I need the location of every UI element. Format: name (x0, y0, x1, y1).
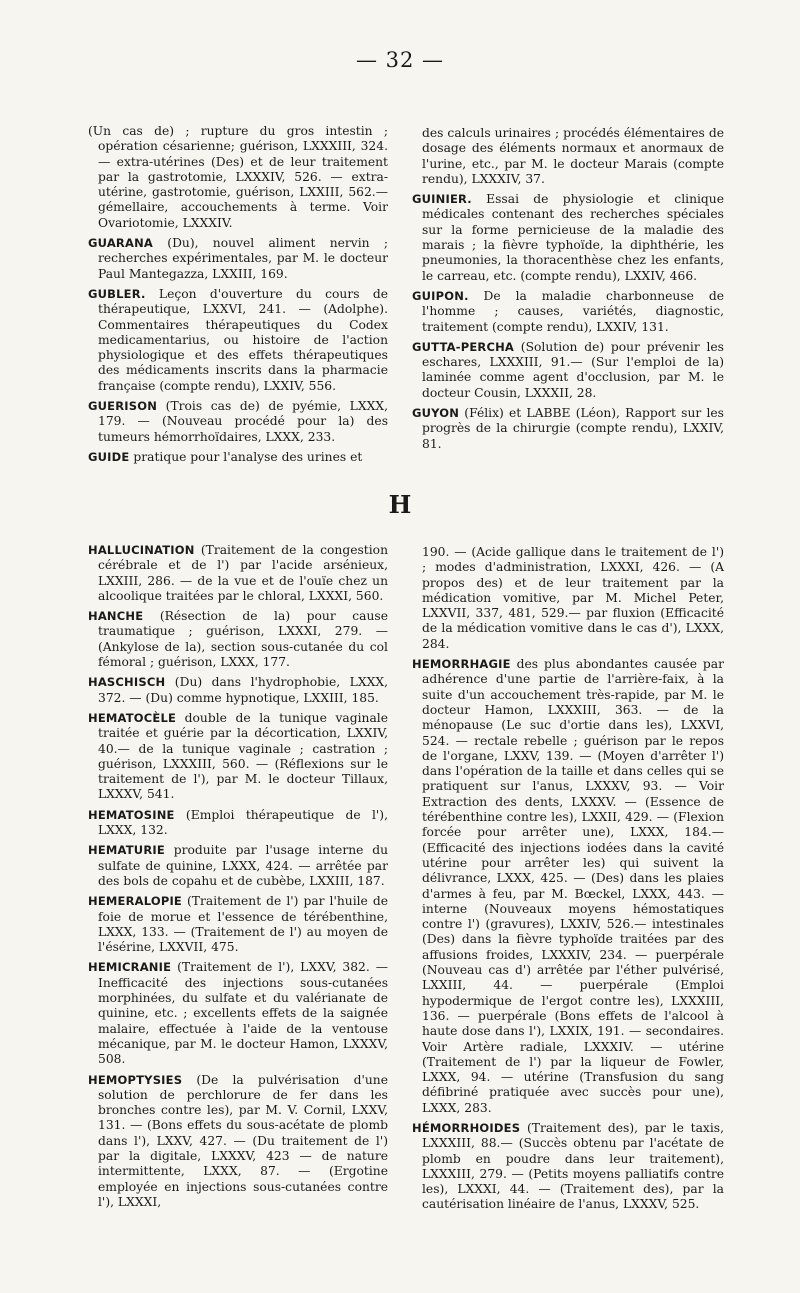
entry-text: produite par l'usage interne du sulfate de quinine, LXXX, 424. — arrêtée par des bols de copahu et de cubèbe, LXXIII, 187. (98, 843, 388, 888)
entry-text: (Félix) et LABBE (Léon), Rapport sur les progrès de la chirurgie (compte rendu), LXXIV, 81. (422, 406, 724, 451)
entry-headword: HEMOPTYSIES (88, 1072, 183, 1087)
column-bottom-right (412, 545, 724, 1218)
entry-headword: HEMERALOPIE (88, 894, 182, 909)
entry-text: (Du) dans l'hydrophobie, LXXX, 372. — (Du) comme hypnotique, LXXIII, 185. (98, 675, 388, 705)
section-letter: H (388, 490, 412, 519)
entry-text: (Traitement de l') par l'huile de foie de morue et l'essence de térébenthine, LXXX, 133. — (Traitement de l') au moyen de l'ésérine, LXXVII, 475. (98, 894, 388, 955)
entry-text: (Traitement des), par le taxis, LXXXIII, 88.— (Succès obtenu par l'acétate de plomb en poudre dans leur traitement), LXXXIII, 279. — (Petits moyens palliatifs contre les), LXXXI, 44. — (Traitement des), par la cautérisation linéaire de l'anus, LXXXV, 525. (422, 1120, 724, 1212)
entry-text: (Résection de la) pour cause traumatique ; guérison, LXXXI, 279. — (Ankylose de la), section sous-cutanée du col fémoral ; guérison, LXXX, 177. (98, 609, 388, 670)
index-entry (412, 126, 724, 187)
column-bottom-left (88, 543, 388, 1215)
index-entry (412, 1121, 724, 1213)
entry-headword: HEMORRHAGIE (412, 657, 511, 672)
index-entry (88, 960, 388, 1067)
entry-text: double de la tunique vaginale traitée et guérie par la décortication, LXXIV, 40.— de la tunique vaginale ; castration ; guérison, LXXXIII, 560. — (Réflexions sur le traitement de l'), par M. le docteur Tillaux, LXXXV, 541. (98, 710, 388, 802)
entry-headword: GUTTA-PERCHA (412, 339, 515, 354)
entry-text: (Traitement de la congestion cérébrale et de l') par l'acide arsénieux, LXXIII, 286. — de la vue et de l'ouïe chez un alcoolique traitées par le chloral, LXXXI, 560. (98, 543, 388, 603)
index-entry (88, 543, 388, 604)
entry-text: Leçon d'ouverture du cours de thérapeutique, LXXVI, 241. — (Adolphe). Commentaires thérapeutiques du Codex medicamentarius, ou histoire de l'action physiologique et des effets thérapeutiques des médicaments inscrits dans la pharmacie française (compte rendu), LXXIV, 556. (98, 286, 388, 393)
entry-text: (Trois cas de) de pyémie, LXXX, 179. — (Nouveau procédé pour la) des tumeurs hémorrhoïdaires, LXXX, 233. (98, 399, 388, 444)
index-entry (412, 545, 724, 652)
entry-text: des plus abondantes causée par adhérence d'une partie de l'arrière-faix, à la suite d'un accouchement très-rapide, par M. le docteur Hamon, LXXXIII, 363. — de la ménopause (Le suc d'ortie dans les), LXXVI, 524. — rectale rebelle ; guérison par le repos de l'organe, LXXV, 139. — (Moyen d'arrêter l') dans l'opération de la taille et dans celles qui se pratiquent sur l'anus, LXXXV, 93. — Voir Extraction des dents, LXXXV. — (Essence de térébenthine contre les), LXXII, 429. — (Flexion forcée pour arrêter une), LXXX, 184.— (Efficacité des injections iodées dans la cavité utérine pour arrêter les) qui suivent la délivrance, LXXX, 425. — (Des) dans les plaies d'armes à feu, par M. Bœckel, LXXX, 443. — interne (Nouveaux moyens hémostatiques contre l') (gravures), LXXIV, 526.— intestinales (Des) dans la fièvre typhoïde traitées par des affusions froides, LXXXIV, 234. — puerpérale (Nouveau cas d') arrêtée par l'éther pulvérisé, LXXIII, 44. — puerpérale (Emploi hypodermique de l'ergot contre les), LXXXIII, 136. — puerpérale (Bons effets de l'alcool à haute dose dans l'), LXXIX, 191. — secondaires. Voir Artère radiale, LXXXIV. — utérine (Traitement de l') par la liqueur de Fowler, LXXX, 94. — utérine (Transfusion du sang défibriné pratiquée avec succès pour une), LXXX, 283. (422, 657, 724, 1115)
entry-headword: HALLUCINATION (88, 543, 195, 557)
entry-text: (Traitement de l'), LXXV, 382. — Inefficacité des injections sous-cutanées morphinées, du sulfate et du valérianate de quinine, etc. ; excellents effets de la saignée malaire, effectuée à l'aide de la ventouse mécanique, par M. le docteur Hamon, LXXXV, 508. (98, 960, 388, 1067)
index-entry (88, 675, 388, 706)
entry-headword: HANCHE (88, 609, 144, 624)
entry-text: (De la pulvérisation d'une solution de perchlorure de fer dans les bronches contre les), par M. V. Cornil, LXXV, 131. — (Bons effets du sous-acétate de plomb dans l'), LXXV, 427. — (Du traitement de l') par la digitale, LXXXV, 423 — de nature intermittente, LXXX, 87. — (Ergotine employée en injections sous-cutanées contre l'), LXXXI, (98, 1072, 388, 1209)
entry-headword: GUIDE (88, 449, 130, 464)
index-entry (88, 894, 388, 955)
entry-headword: HEMATOSINE (88, 807, 175, 822)
entry-text: De la maladie charbonneuse de l'homme ; causes, variétés, diagnostic, traitement (compte rendu), LXXIV, 131. (422, 288, 724, 334)
entry-headword: HÉMORRHOIDES (412, 1120, 521, 1135)
entry-text: (Un cas de) ; rupture du gros intestin ; opération césarienne; guérison, LXXXIII, 324. — extra-utérines (Des) et de leur traitement par la gastrotomie, LXXXIV, 526. — extra-utérine, gastrotomie, guérison, LXXIII, 562.— gémellaire, accouchements à terme. Voir Ovariotomie, LXXXIV. (88, 124, 388, 230)
index-entry (412, 289, 724, 335)
entry-text: (Emploi thérapeutique de l'), LXXX, 132. (98, 807, 388, 838)
entry-headword: GUINIER. (412, 192, 472, 207)
entry-headword: HASCHISCH (88, 675, 166, 690)
index-entry (412, 192, 724, 284)
entry-headword: HEMICRANIE (88, 960, 172, 975)
index-entry (88, 236, 388, 282)
entry-headword: HEMATOCÈLE (88, 710, 177, 725)
entry-text: pratique pour l'analyse des urines et (129, 449, 363, 464)
entry-headword: GUYON (412, 406, 460, 421)
index-entry (412, 406, 724, 452)
index-entry (412, 657, 724, 1116)
index-entry (88, 808, 388, 839)
entry-headword: GUERISON (88, 399, 158, 414)
column-top-left (88, 124, 388, 470)
index-entry (88, 609, 388, 670)
entry-text: 190. — (Acide gallique dans le traitement de l') ; modes d'administration, LXXXI, 426. — (A propos des) et de leur traitement par la médication vomitive, par M. Michel Peter, LXXVII, 337, 481, 529.— par fluxion (Efficacité de la médication vomitive dans le cas d'), LXXX, 284. (422, 545, 724, 651)
index-entry (88, 711, 388, 803)
entry-text: (Solution de) pour prévenir les eschares, LXXXIII, 91.— (Sur l'emploi de la) laminée comme agent d'occlusion, par M. le docteur Cousin, LXXXII, 28. (422, 339, 724, 400)
index-entry (88, 287, 388, 394)
entry-headword: GUBLER. (88, 286, 146, 301)
page-number: — 32 — (355, 48, 445, 72)
column-top-right (412, 126, 724, 457)
index-entry (88, 124, 388, 231)
index-entry (88, 450, 388, 465)
entry-headword: GUIPON. (412, 288, 469, 303)
entry-text: des calculs urinaires ; procédés élémentaires de dosage des éléments normaux et anormaux de l'urine, etc., par M. le docteur Marais (compte rendu), LXXXIV, 37. (422, 126, 724, 186)
entry-headword: GUARANA (88, 236, 154, 251)
index-entry (88, 1073, 388, 1211)
entry-headword: HEMATURIE (88, 843, 165, 858)
index-entry (88, 399, 388, 445)
entry-text: Essai de physiologie et clinique médicales contenant des recherches spéciales sur la forme pernicieuse de la maladie des marais ; la fièvre typhoïde, la diphthérie, les pneumonies, la thoracenthèse chez les enfants, le carreau, etc. (compte rendu), LXXIV, 466. (422, 192, 724, 283)
entry-text: (Du), nouvel aliment nervin ; recherches expérimentales, par M. le docteur Paul Mantegazza, LXXIII, 169. (98, 236, 388, 281)
index-entry (88, 843, 388, 889)
index-entry (412, 340, 724, 401)
